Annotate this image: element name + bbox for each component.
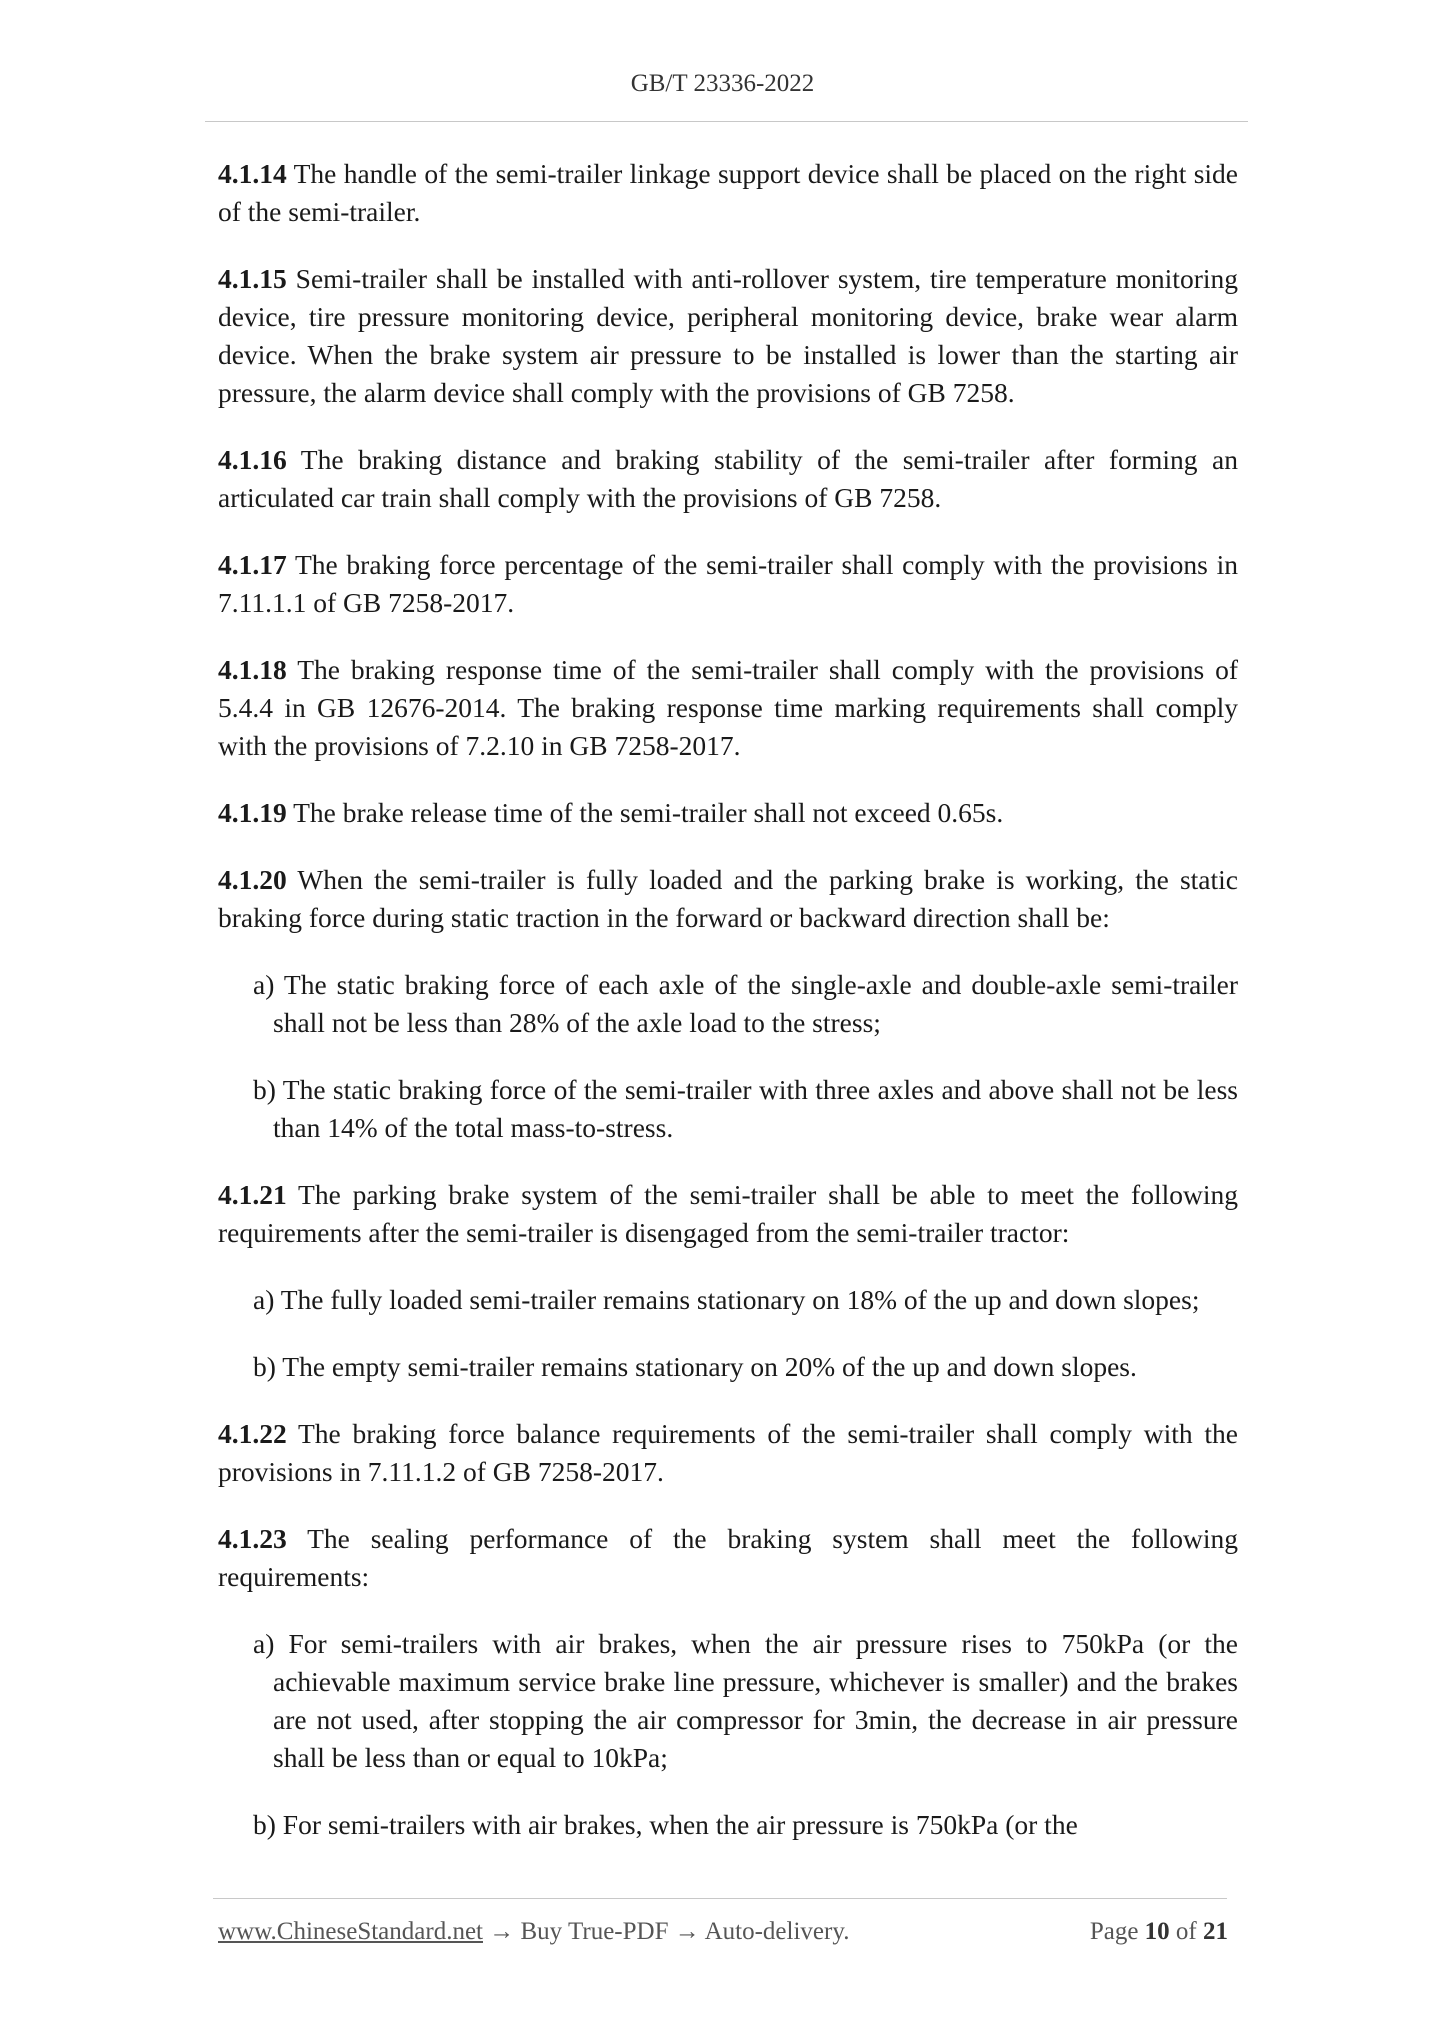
clause-4-1-23 [218, 1520, 1238, 1596]
website-link[interactable]: www.ChineseStandard.net [218, 1918, 483, 1945]
clause-text: The braking response time of the semi-trailer shall comply with the provisions of 5.4.4 in GB 12676-2014. The braking response time marking requirements shall comply with the provisions of 7.2.10 in GB 7258-2017. [218, 654, 1238, 761]
clause-4-1-15 [218, 260, 1238, 412]
clause-number: 4.1.23 [218, 1523, 287, 1554]
clause-text: The braking force balance requirements of the semi-trailer shall comply with the provisions in 7.11.1.2 of GB 7258-2017. [218, 1418, 1238, 1487]
clause-number: 4.1.19 [218, 797, 287, 828]
clause-text: The braking distance and braking stability of the semi-trailer after forming an articulated car train shall comply with the provisions of GB 7258. [218, 444, 1238, 513]
clause-number: 4.1.18 [218, 654, 287, 685]
page-total: 21 [1203, 1918, 1228, 1945]
of-label: of [1175, 1918, 1197, 1945]
page-indicator [1090, 1918, 1228, 1946]
buy-pdf-text: Buy True-PDF [520, 1918, 669, 1945]
clause-text: The braking force percentage of the semi-trailer shall comply with the provisions in 7.11.1.1 of GB 7258-2017. [218, 549, 1238, 618]
footer-divider [213, 1898, 1227, 1899]
list-item: a) For semi-trailers with air brakes, when the air pressure rises to 750kPa (or the achievable maximum service brake line pressure, whichever is smaller) and the brakes are not used, after stopping the air compressor for 3min, the decrease in air pressure shall be less than or equal to 10kPa; [253, 1628, 1238, 1773]
clause-text: The brake release time of the semi-trailer shall not exceed 0.65s. [286, 797, 1004, 828]
clause-number: 4.1.16 [218, 444, 287, 475]
page-label: Page [1089, 1918, 1139, 1945]
document-body [218, 155, 1238, 1844]
list-item: b) For semi-trailers with air brakes, when the air pressure is 750kPa (or the [253, 1809, 1078, 1840]
header-divider [205, 121, 1248, 122]
list-item: a) The fully loaded semi-trailer remains stationary on 18% of the up and down slopes; [253, 1284, 1200, 1315]
clause-number: 4.1.20 [218, 864, 287, 895]
auto-delivery-text: Auto-delivery. [704, 1918, 850, 1945]
clause-4-1-19 [218, 794, 1238, 832]
clause-text: When the semi-trailer is fully loaded and the parking brake is working, the static braking force during static traction in the forward or backward direction shall be: [218, 864, 1238, 933]
clause-number: 4.1.22 [218, 1418, 287, 1449]
clause-number: 4.1.17 [218, 549, 287, 580]
clause-text: Semi-trailer shall be installed with anti-rollover system, tire temperature monitoring device, tire pressure monitoring device, peripheral monitoring device, brake wear alarm device. When the brake system air pressure to be installed is lower than the starting air pressure, the alarm device shall comply with the provisions of GB 7258. [218, 263, 1238, 408]
list-item: a) The static braking force of each axle of the single-axle and double-axle semi-trailer shall not be less than 28% of the axle load to the stress; [253, 969, 1238, 1038]
clause-text: The handle of the semi-trailer linkage support device shall be placed on the right side of the semi-trailer. [218, 158, 1238, 227]
clause-4-1-16 [218, 441, 1238, 517]
clause-number: 4.1.15 [218, 263, 287, 294]
clause-4-1-20 [218, 861, 1238, 937]
list-item: b) The static braking force of the semi-trailer with three axles and above shall not be less than 14% of the total mass-to-stress. [253, 1074, 1238, 1143]
page-number: 10 [1144, 1918, 1170, 1945]
document-code-header: GB/T 23336-2022 [630, 70, 815, 97]
clause-4-1-21 [218, 1176, 1238, 1252]
arrow-right-icon: → [483, 1918, 521, 1945]
clause-4-1-14 [218, 155, 1238, 231]
clause-text: The parking brake system of the semi-trailer shall be able to meet the following requirements after the semi-trailer is disengaged from the semi-trailer tractor: [218, 1179, 1238, 1248]
list-item: b) The empty semi-trailer remains stationary on 20% of the up and down slopes. [253, 1351, 1137, 1382]
clause-number: 4.1.14 [218, 158, 287, 189]
footer-promo [218, 1918, 849, 1946]
clause-4-1-18 [218, 651, 1238, 765]
clause-4-1-22 [218, 1415, 1238, 1491]
clause-text: The sealing performance of the braking system shall meet the following requirements: [218, 1523, 1238, 1592]
clause-number: 4.1.21 [218, 1179, 287, 1210]
clause-4-1-17 [218, 546, 1238, 622]
arrow-right-icon: → [668, 1918, 705, 1945]
